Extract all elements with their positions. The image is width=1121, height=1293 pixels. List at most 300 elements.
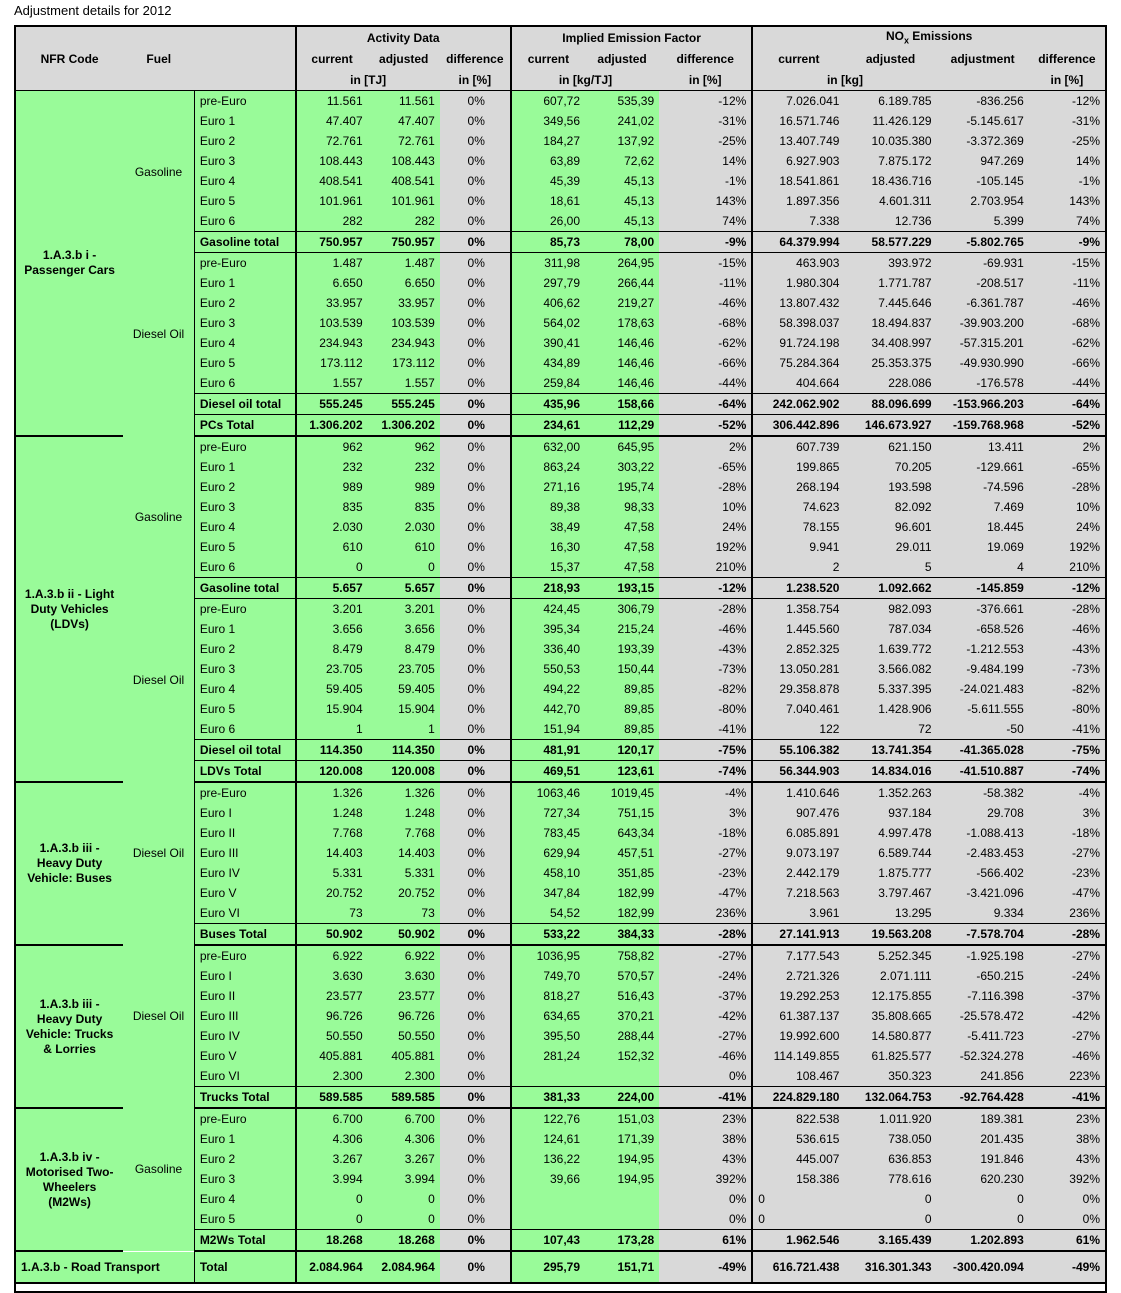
value-cell: 107,43 (511, 1230, 585, 1252)
value-cell: 13.741.354 (844, 740, 936, 761)
col-nfr-code: NFR Code (16, 48, 123, 69)
value-cell: 201.435 (937, 1129, 1029, 1149)
value-cell: 151,03 (585, 1108, 659, 1129)
value-cell: -52.324.278 (937, 1046, 1029, 1066)
value-cell: 132.064.753 (844, 1087, 936, 1109)
row-label-cell: Euro III (194, 843, 295, 863)
value-cell: 158,66 (585, 394, 659, 415)
value-cell: 3.961 (752, 903, 844, 924)
value-cell: 536.615 (752, 1129, 844, 1149)
value-cell: 0% (659, 1066, 752, 1087)
col-ad-difference: difference (440, 48, 511, 69)
value-cell: 0% (440, 699, 511, 719)
value-cell: 9.334 (937, 903, 1029, 924)
value-cell: 45,39 (511, 171, 585, 191)
value-cell: 1.557 (368, 373, 440, 394)
value-cell: 0% (440, 333, 511, 353)
value-cell: -50 (937, 719, 1029, 740)
row-label-cell: Euro 3 (194, 497, 295, 517)
value-cell: 193,39 (585, 639, 659, 659)
col-ad-adjusted: adjusted (368, 48, 440, 69)
value-cell: 47,58 (585, 557, 659, 578)
value-cell: -41% (1029, 1087, 1105, 1109)
value-cell: 783,45 (511, 823, 585, 843)
value-cell: 616.721.438 (752, 1251, 844, 1283)
value-cell: 316.301.343 (844, 1251, 936, 1283)
value-cell: 2.442.179 (752, 863, 844, 883)
value-cell: 23% (1029, 1108, 1105, 1129)
value-cell: 89,85 (585, 699, 659, 719)
value-cell: 266,44 (585, 273, 659, 293)
value-cell: 38% (1029, 1129, 1105, 1149)
value-cell: 2.703.954 (937, 191, 1029, 211)
value-cell: 38% (659, 1129, 752, 1149)
value-cell: 0% (440, 537, 511, 557)
value-cell: -41% (659, 719, 752, 740)
value-cell: 0% (440, 1006, 511, 1026)
value-cell: 393.972 (844, 253, 936, 274)
value-cell: -15% (1029, 253, 1105, 274)
value-cell: 78.155 (752, 517, 844, 537)
value-cell: 13.411 (937, 436, 1029, 457)
value-cell: 962 (368, 436, 440, 457)
value-cell: 0% (440, 232, 511, 253)
row-label-cell: Euro 3 (194, 1169, 295, 1189)
unit-tj: in [TJ] (296, 69, 440, 91)
value-cell: 5.252.345 (844, 945, 936, 966)
value-cell: 50.550 (296, 1026, 368, 1046)
value-cell: 350.323 (844, 1066, 936, 1087)
table-header (16, 27, 1105, 91)
value-cell: 555.245 (368, 394, 440, 415)
value-cell: -73% (1029, 659, 1105, 679)
value-cell: -27% (659, 843, 752, 863)
value-cell: -73% (659, 659, 752, 679)
value-cell: 63,89 (511, 151, 585, 171)
row-label-cell: Euro 3 (194, 313, 295, 333)
value-cell: -46% (1029, 1046, 1105, 1066)
value-cell: 620.230 (937, 1169, 1029, 1189)
row-label-cell: Euro IV (194, 1026, 295, 1046)
value-cell: 72.761 (368, 131, 440, 151)
value-cell: 219,27 (585, 293, 659, 313)
value-cell: 458,10 (511, 863, 585, 883)
fuel-cell: Diesel Oil (123, 945, 194, 1087)
value-cell: -566.402 (937, 863, 1029, 883)
value-cell: 5.337.395 (844, 679, 936, 699)
value-cell: 137,92 (585, 131, 659, 151)
value-cell: 11.426.129 (844, 111, 936, 131)
value-cell: 0% (440, 1026, 511, 1046)
value-cell: -49% (1029, 1251, 1105, 1283)
section-total-row (16, 924, 1105, 946)
value-cell: -80% (1029, 699, 1105, 719)
value-cell: 0% (440, 313, 511, 333)
value-cell: 405.881 (296, 1046, 368, 1066)
value-cell: 2.084.964 (296, 1251, 368, 1283)
value-cell: 2% (1029, 436, 1105, 457)
value-cell: 621.150 (844, 436, 936, 457)
value-cell: 589.585 (296, 1087, 368, 1109)
value-cell: -105.145 (937, 171, 1029, 191)
header-columns-row (16, 48, 1105, 69)
row-label-cell: Euro 5 (194, 699, 295, 719)
value-cell: 0% (440, 740, 511, 761)
value-cell: 0 (296, 557, 368, 578)
value-cell: 143% (659, 191, 752, 211)
value-cell: -31% (1029, 111, 1105, 131)
value-cell: 4 (937, 557, 1029, 578)
value-cell: 18.268 (368, 1230, 440, 1252)
value-cell (511, 1189, 585, 1209)
value-cell: 0% (440, 578, 511, 599)
value-cell: 778.616 (844, 1169, 936, 1189)
value-cell: 2.852.325 (752, 639, 844, 659)
value-cell: 96.601 (844, 517, 936, 537)
value-cell: 19.069 (937, 537, 1029, 557)
value-cell: 112,29 (585, 415, 659, 437)
value-cell: 210% (1029, 557, 1105, 578)
value-cell: 123,61 (585, 761, 659, 783)
value-cell: 20.752 (296, 883, 368, 903)
value-cell: -47% (1029, 883, 1105, 903)
subtotal-label-cell: Gasoline total (194, 578, 295, 599)
value-cell: 0% (440, 883, 511, 903)
value-cell: 73 (368, 903, 440, 924)
value-cell: 152,32 (585, 1046, 659, 1066)
value-cell: -31% (659, 111, 752, 131)
row-label-cell: pre-Euro (194, 1108, 295, 1129)
value-cell: 146,46 (585, 333, 659, 353)
value-cell: 1.771.787 (844, 273, 936, 293)
value-cell: -24% (1029, 966, 1105, 986)
value-cell (511, 1209, 585, 1230)
value-cell: -23% (1029, 863, 1105, 883)
value-cell: 23.577 (296, 986, 368, 1006)
value-cell: 199.865 (752, 457, 844, 477)
value-cell: 1.962.546 (752, 1230, 844, 1252)
value-cell: -75% (1029, 740, 1105, 761)
value-cell: -82% (1029, 679, 1105, 699)
value-cell: 242.062.902 (752, 394, 844, 415)
value-cell: -836.256 (937, 91, 1029, 112)
value-cell: -37% (659, 986, 752, 1006)
value-cell: -28% (659, 924, 752, 946)
value-cell: 0% (440, 903, 511, 924)
value-cell: -208.517 (937, 273, 1029, 293)
value-cell: 85,73 (511, 232, 585, 253)
value-cell: 55.106.382 (752, 740, 844, 761)
value-cell: 151,94 (511, 719, 585, 740)
value-cell: 645,95 (585, 436, 659, 457)
value-cell: 89,85 (585, 679, 659, 699)
value-cell: 54,52 (511, 903, 585, 924)
value-cell: 5.657 (368, 578, 440, 599)
value-cell: 228.086 (844, 373, 936, 394)
value-cell: 143% (1029, 191, 1105, 211)
value-cell: -25% (659, 131, 752, 151)
value-cell: 750.957 (296, 232, 368, 253)
total-label-cell: LDVs Total (194, 761, 295, 783)
value-cell: -23% (659, 863, 752, 883)
value-cell: 435,96 (511, 394, 585, 415)
value-cell: -145.859 (937, 578, 1029, 599)
value-cell: 3.994 (368, 1169, 440, 1189)
value-cell: -69.931 (937, 253, 1029, 274)
value-cell: 16.571.746 (752, 111, 844, 131)
value-cell: 351,85 (585, 863, 659, 883)
value-cell: -25.578.472 (937, 1006, 1029, 1026)
value-cell: -46% (1029, 619, 1105, 639)
value-cell: 24% (659, 517, 752, 537)
value-cell: 10% (1029, 497, 1105, 517)
row-label-cell: Euro II (194, 823, 295, 843)
value-cell: -11% (1029, 273, 1105, 293)
value-cell: 3.994 (296, 1169, 368, 1189)
value-cell: -46% (1029, 293, 1105, 313)
value-cell: 12.736 (844, 211, 936, 232)
value-cell: 193.598 (844, 477, 936, 497)
value-cell: 4.997.478 (844, 823, 936, 843)
row-label-cell: Euro 3 (194, 151, 295, 171)
value-cell: 0% (440, 924, 511, 946)
value-cell: -27% (1029, 843, 1105, 863)
value-cell: -52% (659, 415, 752, 437)
value-cell: 234.943 (368, 333, 440, 353)
value-cell: 835 (368, 497, 440, 517)
value-cell: 1.352.263 (844, 782, 936, 803)
row-label-cell: Euro 2 (194, 1149, 295, 1169)
value-cell: -300.420.094 (937, 1251, 1029, 1283)
value-cell: 0% (659, 1189, 752, 1209)
row-label-cell: Euro 1 (194, 619, 295, 639)
value-cell: -43% (1029, 639, 1105, 659)
value-cell: 7.875.172 (844, 151, 936, 171)
value-cell: 0% (440, 1209, 511, 1230)
value-cell: 74.623 (752, 497, 844, 517)
value-cell: 18.494.837 (844, 313, 936, 333)
value-cell: 0% (440, 415, 511, 437)
value-cell: 0 (752, 1209, 844, 1230)
value-cell: 27.141.913 (752, 924, 844, 946)
row-label-cell: Euro V (194, 1046, 295, 1066)
row-label-cell: Euro 5 (194, 191, 295, 211)
value-cell: -2.483.453 (937, 843, 1029, 863)
value-cell: 45,13 (585, 171, 659, 191)
value-cell: 0% (440, 1129, 511, 1149)
value-cell: -42% (659, 1006, 752, 1026)
value-cell: 0% (440, 1066, 511, 1087)
value-cell: -37% (1029, 986, 1105, 1006)
value-cell: 392% (659, 1169, 752, 1189)
value-cell: 5 (844, 557, 936, 578)
nfr-cell: 1.A.3.b iii - Heavy Duty Vehicle: Trucks & Lorries (16, 945, 123, 1108)
value-cell: 3.201 (296, 599, 368, 620)
value-cell: -658.526 (937, 619, 1029, 639)
value-cell: -24.021.483 (937, 679, 1029, 699)
unit-nox-adjustment-empty (937, 69, 1029, 91)
value-cell: 6.189.785 (844, 91, 936, 112)
value-cell: 18,61 (511, 191, 585, 211)
value-cell: 9.941 (752, 537, 844, 557)
value-cell: -41.510.887 (937, 761, 1029, 783)
value-cell: 146.673.927 (844, 415, 936, 437)
value-cell: 0 (296, 1189, 368, 1209)
value-cell: -27% (1029, 1026, 1105, 1046)
value-cell: 0% (440, 211, 511, 232)
value-cell: 78,00 (585, 232, 659, 253)
value-cell: 47,58 (585, 537, 659, 557)
grand-total-label-cell: Total (194, 1251, 295, 1283)
value-cell: 0% (440, 477, 511, 497)
value-cell: -42% (1029, 1006, 1105, 1026)
value-cell: 23% (659, 1108, 752, 1129)
value-cell: -9% (1029, 232, 1105, 253)
section-total-row (16, 761, 1105, 783)
value-cell: 59.405 (296, 679, 368, 699)
value-cell: 6.650 (368, 273, 440, 293)
value-cell: 29.358.878 (752, 679, 844, 699)
value-cell: 297,79 (511, 273, 585, 293)
value-cell: 0% (440, 293, 511, 313)
value-cell: 14.403 (296, 843, 368, 863)
value-cell: 150,44 (585, 659, 659, 679)
value-cell: 47,58 (585, 517, 659, 537)
value-cell: 29.708 (937, 803, 1029, 823)
fuel-filler-cell (123, 1087, 194, 1109)
value-cell: 2% (659, 436, 752, 457)
value-cell: 989 (296, 477, 368, 497)
value-cell: 14% (1029, 151, 1105, 171)
value-cell: -75% (659, 740, 752, 761)
value-cell: 749,70 (511, 966, 585, 986)
value-cell: 7.768 (368, 823, 440, 843)
value-cell: 0 (368, 1209, 440, 1230)
value-cell: 408.541 (368, 171, 440, 191)
value-cell: -1% (659, 171, 752, 191)
grand-total-nfr-cell: 1.A.3.b - Road Transport (16, 1251, 194, 1283)
value-cell: 43% (1029, 1149, 1105, 1169)
value-cell: 33.957 (368, 293, 440, 313)
adjustment-table (16, 27, 1105, 1284)
value-cell: 210% (659, 557, 752, 578)
value-cell: 607.739 (752, 436, 844, 457)
value-cell: 907.476 (752, 803, 844, 823)
value-cell: 632,00 (511, 436, 585, 457)
value-cell: 0% (440, 91, 511, 112)
value-cell: 56.344.903 (752, 761, 844, 783)
row-label-cell: Euro 4 (194, 1189, 295, 1209)
value-cell: -25% (1029, 131, 1105, 151)
value-cell: 0% (440, 761, 511, 783)
value-cell: 234.943 (296, 333, 368, 353)
value-cell: 1036,95 (511, 945, 585, 966)
value-cell: 173.112 (368, 353, 440, 373)
value-cell: 74% (1029, 211, 1105, 232)
value-cell: 643,34 (585, 823, 659, 843)
fuel-filler-cell (123, 1230, 194, 1252)
value-cell: -1% (1029, 171, 1105, 191)
value-cell: 822.538 (752, 1108, 844, 1129)
value-cell: 91.724.198 (752, 333, 844, 353)
value-cell: 7.469 (937, 497, 1029, 517)
value-cell: 494,22 (511, 679, 585, 699)
value-cell: 58.577.229 (844, 232, 936, 253)
value-cell: -46% (659, 619, 752, 639)
row-label-cell: Euro 6 (194, 719, 295, 740)
value-cell: -5.145.617 (937, 111, 1029, 131)
value-cell: 2.030 (296, 517, 368, 537)
value-cell: -41.365.028 (937, 740, 1029, 761)
unit-kg-tj: in [kg/TJ] (511, 69, 659, 91)
fuel-cell: Gasoline (123, 436, 194, 599)
value-cell: 4.306 (296, 1129, 368, 1149)
row-label-cell: pre-Euro (194, 599, 295, 620)
value-cell: -129.661 (937, 457, 1029, 477)
value-cell: -12% (1029, 578, 1105, 599)
fuel-cell: Gasoline (123, 91, 194, 253)
value-cell: 29.011 (844, 537, 936, 557)
value-cell: 0% (440, 945, 511, 966)
value-cell: 0 (844, 1209, 936, 1230)
value-cell: 1.202.893 (937, 1230, 1029, 1252)
row-label-cell: Euro 2 (194, 639, 295, 659)
value-cell: 14.580.877 (844, 1026, 936, 1046)
value-cell: 0% (440, 1046, 511, 1066)
value-cell: 193,15 (585, 578, 659, 599)
total-label-cell: Buses Total (194, 924, 295, 946)
value-cell: 120,17 (585, 740, 659, 761)
row-label-cell: Euro II (194, 986, 295, 1006)
value-cell: 64.379.994 (752, 232, 844, 253)
header-corner (16, 27, 296, 48)
value-cell: 818,27 (511, 986, 585, 1006)
value-cell: 182,99 (585, 903, 659, 924)
value-cell: 61.387.137 (752, 1006, 844, 1026)
value-cell: 236% (1029, 903, 1105, 924)
value-cell: 0 (937, 1209, 1029, 1230)
value-cell: 1.410.646 (752, 782, 844, 803)
unit-ad-pct: in [%] (440, 69, 511, 91)
value-cell: 0% (440, 986, 511, 1006)
value-cell: 192% (659, 537, 752, 557)
value-cell: 370,21 (585, 1006, 659, 1026)
value-cell: 215,24 (585, 619, 659, 639)
value-cell: 550,53 (511, 659, 585, 679)
table-body (16, 91, 1105, 1284)
value-cell: 1.897.356 (752, 191, 844, 211)
value-cell: 268.194 (752, 477, 844, 497)
value-cell: 481,91 (511, 740, 585, 761)
value-cell: 516,43 (585, 986, 659, 1006)
value-cell: 405.881 (368, 1046, 440, 1066)
value-cell: 535,39 (585, 91, 659, 112)
value-cell: -3.372.369 (937, 131, 1029, 151)
value-cell: 3.797.467 (844, 883, 936, 903)
value-cell: -65% (1029, 457, 1105, 477)
value-cell: 469,51 (511, 761, 585, 783)
value-cell: -18% (1029, 823, 1105, 843)
value-cell: 108.467 (752, 1066, 844, 1087)
value-cell: 171,39 (585, 1129, 659, 1149)
value-cell: 10% (659, 497, 752, 517)
value-cell: -66% (659, 353, 752, 373)
value-cell: 3.630 (368, 966, 440, 986)
value-cell: -57.315.201 (937, 333, 1029, 353)
value-cell: 347,84 (511, 883, 585, 903)
value-cell: 0% (440, 497, 511, 517)
row-label-cell: Euro VI (194, 903, 295, 924)
